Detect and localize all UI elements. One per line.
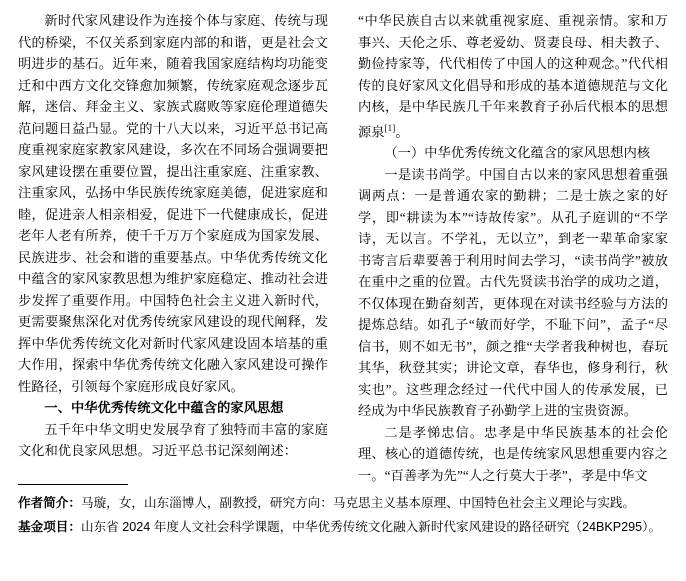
footnote-author-label: 作者简介： — [18, 496, 81, 510]
left-paragraph-2: 五千年中华文明史发展孕育了独特而丰富的家庭文化和优良家风思想。习近平总书记深刻阐述： — [18, 421, 328, 458]
footnote-funding — [18, 518, 666, 538]
left-paragraph-1: 新时代家风建设作为连接个体与家庭、传统与现代的桥梁，不仅关系到家庭内部的和谐，更是社会文明进步的基石。近年来，随着我国家庭结构均功能变迁和中西方文化交锋愈加频繁，传统家庭观念逐步瓦解，迷信、拜金主义、家族式腐败等家庭伦理道德失范问题日益凸显。党的十八大以来，习近平总书记高度重视家庭家教家风建设，多次在不同场合强调要把家风建设摆在重要位置，提出注重家庭、注重家教、注重家风，弘扬中华民族传统家庭美德，促进家庭和睦，促进亲人相亲相爱，促进下一代健康成长，促进老年人老有所养，使千千万万个家庭成为国家发展、民族进步、社会和谐的重要基点。中华优秀传统文化中蕴含的家风家教思想为维护家庭稳定、推动社会进步发挥了重要作用。中国特色社会主义进入新时代，更需要聚焦深化对优秀传统家风建设的现代阐释，发挥中华优秀传统文化对新时代家风建设固本培基的重大作用，探索中华优秀传统文化融入家风建设可操作性路径，引领每个家庭形成良好家风。 — [18, 13, 328, 394]
subsection-heading-1: （一）中华优秀传统文化蕴含的家风思想内核 — [384, 145, 651, 161]
right-paragraph-2: 一是读书尚学。中国自古以来的家风思想着重强调两点：一是普通农家的勤耕；二是士族之家的好学，即“耕读为本”“诗故传家”。从孔子庭训的“不学诗，无以言。不学礼，无以立”，到老一辈革命家家书寄言后辈要善于利用时间去学习，“读书尚学”被放在重中之重的位置。古代先贤读书治学的成功之道，不仅体现在勤奋刻苦，更体现在对读书经验与方法的提炼总结。如孔子“敏而好学，不耻下问”，孟子“尽信书，则不如无书”，颜之推“夫学者我种树也，春玩其华，秋登其实；讲论文章，春华也，修身利行，秋实也”。这些理念经过一代代中国人的传承发展，已经成为中华民族教育子孙勤学上进的宝贵资源。 — [358, 166, 668, 419]
right-paragraph-1 — [358, 10, 668, 142]
right-column — [358, 10, 668, 486]
right-paragraph-3: 二是孝悌忠信。忠孝是中华民族基本的社会伦理、核心的道德传统，也是传统家风思想重要内容之一。“百善孝为先”“人之行莫大于孝”，孝是中华文 — [358, 424, 668, 483]
footnote-funding-label: 基金项目： — [18, 519, 81, 534]
footnote-author — [18, 494, 666, 514]
left-column — [18, 10, 328, 462]
footnote-reference-1: [1] — [384, 122, 396, 133]
two-column-body — [18, 10, 668, 486]
footnote-divider — [18, 484, 128, 485]
footnote-author-text: 马璇，女，山东淄博人，副教授，研究方向：马克思主义基本原理、中国特色社会主义理论与实践。 — [80, 496, 636, 510]
footnote-funding-text: 山东省 2024 年度人文社会科学课题，中华优秀传统文化融入新时代家风建设的路径研究（24BKP295）。 — [80, 519, 662, 534]
footnote-area — [18, 484, 662, 541]
right-paragraph-1-tail: 。 — [395, 123, 409, 139]
right-paragraph-1-text: “中华民族自古以来就重视家庭、重视亲情。家和万事兴、天伦之乐、尊老爱幼、贤妻良母、相夫教子、勤俭持家等，代代相传了中国人的这种观念。”代代相传的良好家风文化倡导和形成的基本道德规范与文化内核，是中华民族几千年来教育子孙后代根本的思想源泉 — [358, 13, 668, 139]
section-heading-1: 一、中华优秀传统文化中蕴含的家风思想 — [44, 400, 284, 415]
